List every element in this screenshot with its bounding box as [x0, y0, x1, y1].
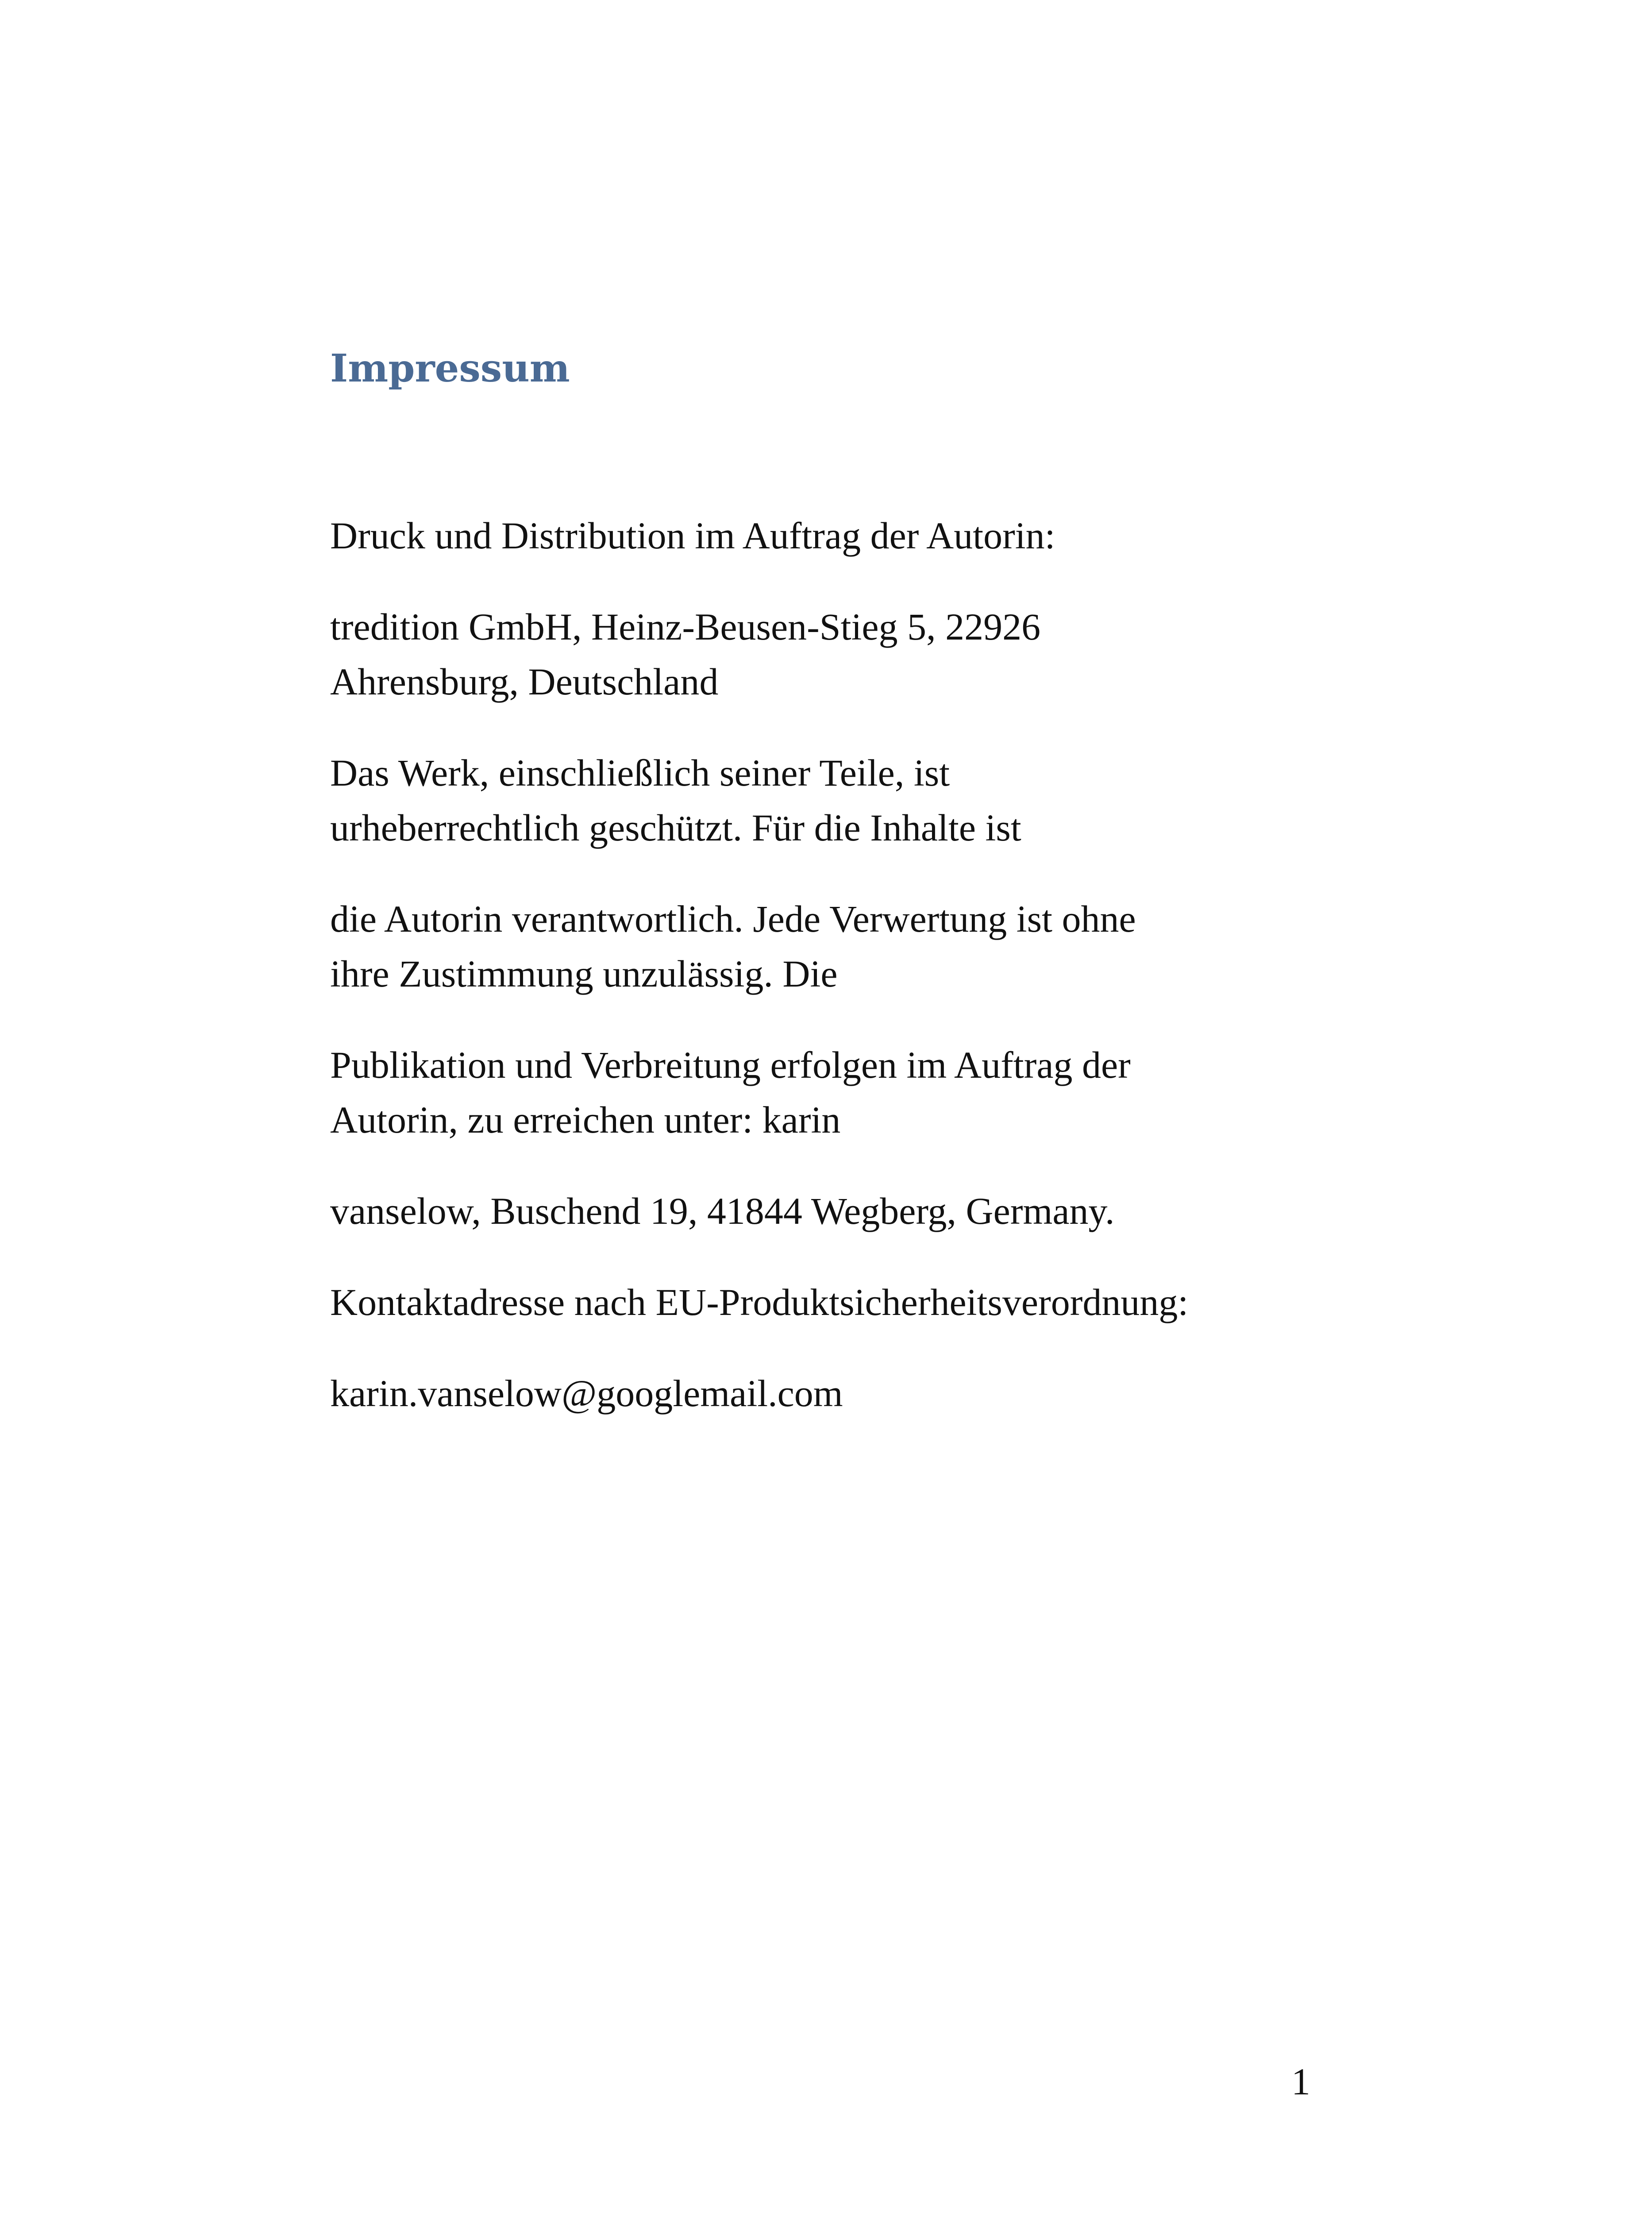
text-line: die Autorin verantwortlich. Jede Verwertung ist ohne — [330, 898, 1136, 940]
page-number: 1 — [1291, 2060, 1310, 2103]
imprint-paragraph-publisher-address — [330, 599, 1436, 709]
text-line: Das Werk, einschließlich seiner Teile, ist — [330, 752, 950, 794]
imprint-paragraph-responsibility — [330, 891, 1436, 1001]
text-line: Publikation und Verbreitung erfolgen im Auftrag der — [330, 1044, 1131, 1086]
text-line: Druck und Distribution im Auftrag der Autorin: — [330, 514, 1055, 557]
text-line: Ahrensburg, Deutschland — [330, 660, 719, 703]
imprint-paragraph-email — [330, 1366, 1436, 1421]
imprint-paragraph-printing — [330, 508, 1436, 563]
imprint-paragraph-publication — [330, 1037, 1436, 1147]
imprint-paragraph-copyright — [330, 745, 1436, 855]
text-line: tredition GmbH, Heinz-Beusen-Stieg 5, 22926 — [330, 605, 1041, 648]
text-line: urheberrechtlich geschützt. Für die Inhalte ist — [330, 806, 1021, 849]
text-line: Kontaktadresse nach EU-Produktsicherheitsverordnung: — [330, 1281, 1189, 1323]
imprint-body — [330, 508, 1436, 1457]
text-line: vanselow, Buschend 19, 41844 Wegberg, Germany. — [330, 1190, 1115, 1232]
page-title: Impressum — [330, 346, 570, 391]
text-line: ihre Zustimmung unzulässig. Die — [330, 952, 838, 995]
text-line: Autorin, zu erreichen unter: karin — [330, 1099, 841, 1141]
contact-email: karin.vanselow@googlemail.com — [330, 1372, 843, 1415]
imprint-paragraph-author-address — [330, 1184, 1436, 1238]
imprint-paragraph-contact-label — [330, 1275, 1436, 1330]
